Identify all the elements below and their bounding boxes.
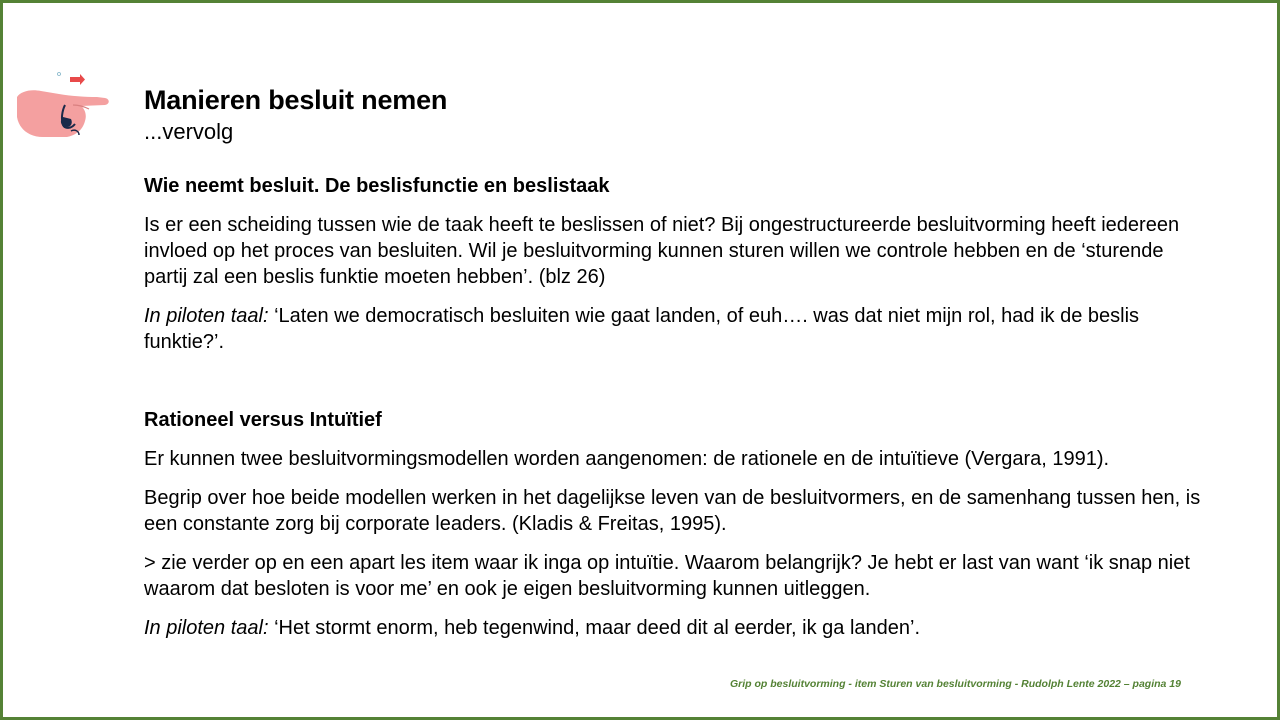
slide-subtitle: ...vervolg [144, 119, 234, 144]
slide-footer: Grip op besluitvorming - item Sturen van besluitvorming - Rudolph Lente 2022 – pagina 19 [730, 678, 1181, 690]
paragraph-modellen: Er kunnen twee besluitvormingsmodellen worden aangenomen: de rationele en de intuïtieve (Vergara, 1991). [144, 448, 1110, 470]
paragraph-intuitie: > zie verder op en een apart les item waar ik inga op intuïtie. Waarom belangrijk? Je hebt er last van want ‘ik snap niet waarom dat besloten is voor me’ en ook je eigen besluitvorming kunnen uitleggen. [144, 552, 1190, 600]
pilot-quote-text: ‘Het stormt enorm, heb tegenwind, maar deed dit al eerder, ik ga landen’. [268, 617, 921, 639]
section-heading-rationeel: Rationeel versus Intuïtief [144, 409, 382, 431]
paragraph-begrip: Begrip over hoe beide modellen werken in het dagelijkse leven van de besluitvormers, en de samenhang tussen hen, is een constante zorg bij corporate leaders. (Kladis & Freitas, 1995). [144, 487, 1201, 535]
section-heading-beslisfunctie: Wie neemt besluit. De beslisfunctie en beslistaak [144, 175, 610, 197]
pilot-quote-storm [144, 615, 1204, 641]
pointing-hand-icon [15, 69, 115, 141]
pilot-label: In piloten taal: [144, 305, 269, 327]
paragraph-scheiding: Is er een scheiding tussen wie de taak heeft te beslissen of niet? Bij ongestructureerde besluitvorming heeft iedereen invloed op het proces van besluiten. Wil je besluitvorming kunnen sturen willen we controle hebben en de ‘sturende partij zal een beslis funktie moeten hebben’. (blz 26) [144, 214, 1180, 288]
pilot-label: In piloten taal: [144, 617, 269, 639]
pilot-quote-text: ‘Laten we democratisch besluiten wie gaat landen, of euh…. was dat niet mijn rol, had ik de beslis funktie?’. [144, 305, 1140, 353]
pilot-quote-landen-rol [144, 303, 1204, 355]
slide-content [144, 173, 1204, 641]
slide-title: Manieren besluit nemen [144, 85, 448, 115]
